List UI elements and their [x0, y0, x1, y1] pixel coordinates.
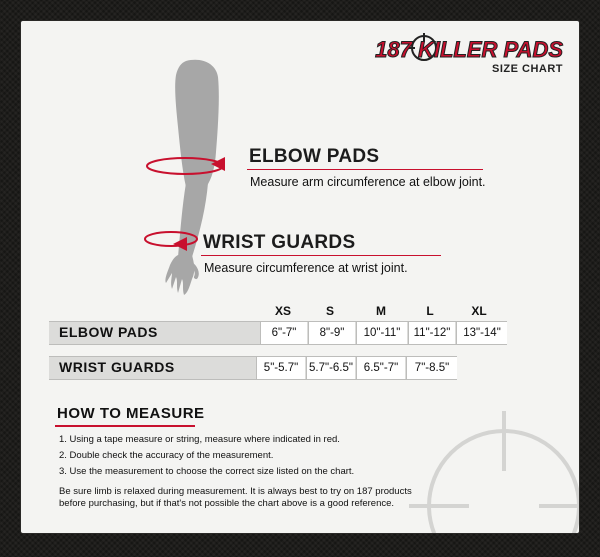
table-cell: 10"-11"	[356, 322, 407, 344]
table-cell: 13"-14"	[456, 322, 507, 344]
table-cell: 6.5"-7"	[356, 357, 405, 379]
wrist-guards-title: WRIST GUARDS	[203, 232, 356, 253]
table-cell: 7"-8.5"	[406, 357, 457, 379]
table-cell: 5.7"-6.5"	[306, 357, 355, 379]
table-cell: 5"-5.7"	[256, 357, 305, 379]
size-header-m: M	[376, 304, 386, 318]
size-header-xl: XL	[471, 304, 487, 318]
elbow-pads-desc: Measure arm circumference at elbow joint.	[250, 175, 486, 189]
table-cell: 11"-12"	[408, 322, 455, 344]
wrist-divider	[201, 255, 441, 256]
arrow-icon	[211, 156, 245, 172]
crosshair-watermark-icon	[409, 401, 579, 533]
measurement-note-line-1: Be sure limb is relaxed during measurement. It is always best to try on 187 products	[59, 486, 412, 497]
table-row	[49, 321, 507, 345]
size-chart-card	[21, 21, 579, 533]
table-row	[49, 356, 457, 380]
chart-subtitle: SIZE CHART	[492, 63, 563, 75]
elbow-divider	[247, 169, 483, 170]
elbow-pads-title: ELBOW PADS	[249, 146, 380, 167]
table-cell: 6"-7"	[260, 322, 307, 344]
size-header-s: S	[325, 304, 334, 318]
arrow-icon	[171, 236, 195, 252]
measurement-note-line-2: before purchasing, but if that's not possible the chart above is a good reference.	[59, 498, 395, 509]
how-to-divider	[55, 425, 195, 427]
list-item: 3. Use the measurement to choose the correct size listed on the chart.	[59, 466, 355, 477]
row-label: WRIST GUARDS	[59, 359, 175, 375]
list-item: 1. Using a tape measure or string, measure where indicated in red.	[59, 434, 340, 445]
row-label: ELBOW PADS	[59, 324, 158, 340]
size-header-xs: XS	[274, 304, 291, 318]
how-to-measure-title: HOW TO MEASURE	[57, 405, 205, 422]
table-cell: 8"-9"	[308, 322, 355, 344]
size-header-l: L	[426, 304, 434, 318]
list-item: 2. Double check the accuracy of the measurement.	[59, 450, 274, 461]
brand-logo	[375, 35, 563, 83]
wrist-guards-desc: Measure circumference at wrist joint.	[204, 261, 408, 275]
brand-name: 187 KILLER PADS	[375, 37, 563, 62]
